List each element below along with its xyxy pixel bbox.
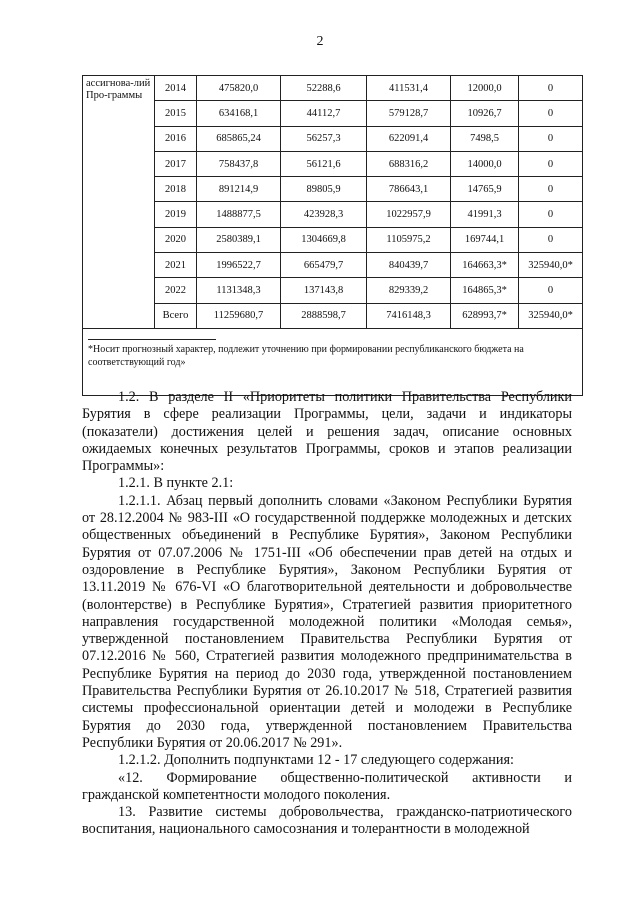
value-cell: 0 (519, 151, 583, 176)
value-cell: 325940,0* (519, 303, 583, 328)
value-cell: 685865,24 (197, 126, 281, 151)
year-cell: 2014 (155, 76, 197, 101)
paragraph: 13. Развитие системы добровольчества, гражданско-патриотического воспитания, национального самосознания и толерантности в молодежной (82, 804, 572, 838)
year-cell: 2021 (155, 253, 197, 278)
year-cell: 2015 (155, 101, 197, 126)
document-body (82, 389, 572, 839)
footnote-text: *Носит прогнозный характер, подлежит уточнению при формировании республиканского бюджета на соответствующий год» (88, 343, 524, 368)
value-cell: 622091,4 (367, 126, 451, 151)
value-cell: 11259680,7 (197, 303, 281, 328)
value-cell: 56257,3 (281, 126, 367, 151)
value-cell: 0 (519, 101, 583, 126)
row-label-cell: ассигнова-лий Про-граммы (83, 76, 155, 329)
footnote-cell (83, 328, 583, 395)
value-cell: 1105975,2 (367, 227, 451, 252)
paragraph: 1.2.1. В пункте 2.1: (118, 475, 234, 492)
value-cell: 829339,2 (367, 278, 451, 303)
value-cell: 840439,7 (367, 253, 451, 278)
table-row (83, 227, 583, 252)
value-cell: 786643,1 (367, 177, 451, 202)
paragraph: 1.2.1.1. Абзац первый дополнить словами «Законом Республики Бурятия от 28.12.2004 № 983-III «О государственной поддержке молодежных и детских общественных объединений в Республике Бурятия», Законом Республики Бурятия от 07.07.2006 № 1751-III «Об обеспечении прав детей на отдых и оздоровление в Республике Бурятия», Законом Республики Бурятия от 13.11.2019 № 676-VI «О благотворительной деятельности и добровольчестве (волонтерстве) в Республике Бурятия», Стратегией развития приоритетного направления государственной молодежной политики «Молодая семья», утвержденной постановлением Правительства Республики Бурятия от 07.12.2016 № 560, Стратегией развития молодежного предпринимательства в Республике Бурятия на период до 2030 года, утвержденной постановлением Правительства Республики Бурятия от 26.10.2017 № 518, Стратегией развития системы профессиональной ориентации детей и молодежи в Республике Бурятия до 2030 года, утвержденной постановлением Правительства Республики Бурятия от 20.06.2017 № 291». (82, 492, 572, 751)
value-cell: 665479,7 (281, 253, 367, 278)
year-cell: Всего (155, 303, 197, 328)
value-cell: 0 (519, 177, 583, 202)
table-row (83, 76, 583, 101)
value-cell: 10926,7 (451, 101, 519, 126)
value-cell: 1131348,3 (197, 278, 281, 303)
value-cell: 758437,8 (197, 151, 281, 176)
value-cell: 0 (519, 76, 583, 101)
table-row (83, 101, 583, 126)
year-cell: 2019 (155, 202, 197, 227)
value-cell: 688316,2 (367, 151, 451, 176)
value-cell: 1304669,8 (281, 227, 367, 252)
value-cell: 325940,0* (519, 253, 583, 278)
table-row (83, 177, 583, 202)
value-cell: 7498,5 (451, 126, 519, 151)
value-cell: 634168,1 (197, 101, 281, 126)
paragraph: 1.2.1.2. Дополнить подпунктами 12 - 17 следующего содержания: (118, 752, 514, 769)
year-cell: 2020 (155, 227, 197, 252)
table-row (83, 303, 583, 328)
value-cell: 137143,8 (281, 278, 367, 303)
value-cell: 0 (519, 227, 583, 252)
table-row (83, 202, 583, 227)
value-cell: 2888598,7 (281, 303, 367, 328)
year-cell: 2017 (155, 151, 197, 176)
value-cell: 89805,9 (281, 177, 367, 202)
value-cell: 1996522,7 (197, 253, 281, 278)
value-cell: 411531,4 (367, 76, 451, 101)
value-cell: 891214,9 (197, 177, 281, 202)
table-row (83, 126, 583, 151)
value-cell: 0 (519, 202, 583, 227)
value-cell: 14765,9 (451, 177, 519, 202)
value-cell: 164865,3* (451, 278, 519, 303)
paragraph: 1.2. В разделе II «Приоритеты политики Правительства Республики Бурятия в сфере реализации Программы, цели, задачи и индикаторы (показатели) достижения целей и решения задач, описание основных ожидаемых конечных результатов Программы, сроков и этапов реализации Программы»: (82, 389, 572, 475)
value-cell: 7416148,3 (367, 303, 451, 328)
table-row (83, 253, 583, 278)
table-row (83, 151, 583, 176)
value-cell: 1022957,9 (367, 202, 451, 227)
value-cell: 0 (519, 278, 583, 303)
year-cell: 2016 (155, 126, 197, 151)
value-cell: 12000,0 (451, 76, 519, 101)
paragraph: «12. Формирование общественно-политической активности и гражданской компетентности молодого поколения. (82, 769, 572, 803)
value-cell: 14000,0 (451, 151, 519, 176)
value-cell: 475820,0 (197, 76, 281, 101)
value-cell: 44112,7 (281, 101, 367, 126)
footnote-row (83, 328, 583, 395)
value-cell: 579128,7 (367, 101, 451, 126)
year-cell: 2022 (155, 278, 197, 303)
funding-table (82, 75, 583, 396)
page-number: 2 (316, 34, 324, 49)
value-cell: 52288,6 (281, 76, 367, 101)
value-cell: 628993,7* (451, 303, 519, 328)
value-cell: 41991,3 (451, 202, 519, 227)
footnote-divider (88, 339, 216, 340)
value-cell: 56121,6 (281, 151, 367, 176)
year-cell: 2018 (155, 177, 197, 202)
value-cell: 0 (519, 126, 583, 151)
value-cell: 2580389,1 (197, 227, 281, 252)
value-cell: 423928,3 (281, 202, 367, 227)
value-cell: 1488877,5 (197, 202, 281, 227)
table-row (83, 278, 583, 303)
value-cell: 164663,3* (451, 253, 519, 278)
value-cell: 169744,1 (451, 227, 519, 252)
